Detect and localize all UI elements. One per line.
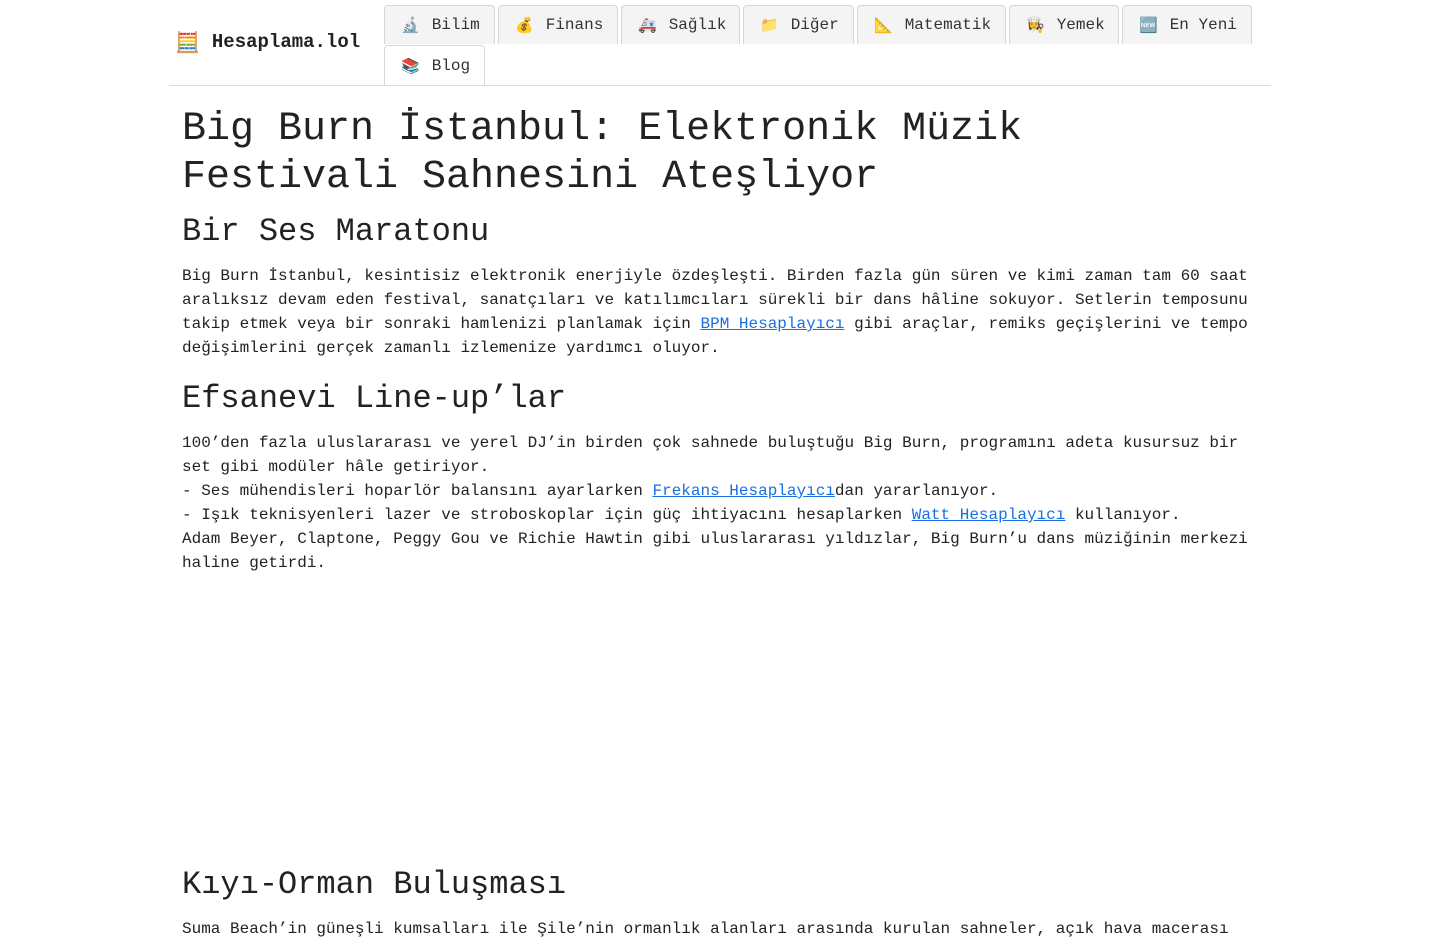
books-icon: 📚 [401,56,420,75]
ad-placeholder-space [182,594,1258,855]
tab-label: En Yeni [1169,16,1237,34]
new-badge-icon: 🆕 [1139,16,1158,34]
tab-label: Yemek [1056,16,1105,34]
frequency-calculator-link[interactable]: Frekans Hesaplayıcı [652,482,835,500]
tab-label: Matematik [904,16,992,34]
bpm-calculator-link[interactable]: BPM Hesaplayıcı [700,315,845,333]
section-paragraph-kiyi-orman: Suma Beach’in güneşli kumsalları ile Şile’nin ormanlık alanları arasında kurulan sahneler, açık hava macerası [182,920,1229,938]
section-heading-line-up: Efsanevi Line-up’lar [182,380,567,417]
tab-saglik[interactable] [621,5,740,44]
bullet-text: dan yararlanıyor. [834,482,999,500]
cook-icon: 👩‍🍳 [1026,16,1045,34]
top-navigation-bar [169,0,1271,86]
tab-label: Bilim [431,16,480,34]
paragraph-text: 100’den fazla uluslararası ve yerel DJ’in birden çok sahnede buluştuğu Big Burn, programını adeta kusursuz bir set gibi modüler hâle getiriyor. [182,434,1239,476]
tab-finans[interactable] [498,5,618,44]
tab-yemek[interactable] [1009,5,1119,44]
section-heading-ses-maratonu: Bir Ses Maratonu [182,213,490,250]
bullet-text: kullanıyor. [1065,506,1181,524]
tab-label: Sağlık [668,16,727,34]
bullet-text: - Işık teknisyenleri lazer ve stroboskoplar için güç ihtiyacını hesaplarken [182,506,912,524]
paragraph-text: gibi araçlar, remiks geçişlerini ve tempo değişimlerini gerçek zamanlı izlemenize yardımcı oluyor. [182,315,1248,357]
tab-label: Blog [431,56,471,75]
article-content [169,106,1271,941]
money-bag-icon: 💰 [515,16,534,34]
article-title: Big Burn İstanbul: Elektronik Müzik Festivali Sahnesini Ateşliyor [182,107,1023,200]
tab-label: Finans [545,16,604,34]
site-name: Hesaplama.lol [211,31,361,53]
tab-en-yeni[interactable] [1122,5,1252,44]
tab-matematik[interactable] [857,5,1006,44]
ambulance-icon: 🚑 [638,16,657,34]
bullet-text: - Ses mühendisleri hoparlör balansını ayarlarken [182,482,653,500]
paragraph-text: Adam Beyer, Claptone, Peggy Gou ve Richie Hawtin gibi uluslararası yıldızlar, Big Burn’u dans müziğinin merkezi haline getirdi. [182,530,1248,572]
tab-label: Diğer [790,16,839,34]
tab-bilim[interactable] [384,5,495,44]
triangle-ruler-icon: 📐 [874,16,893,34]
section-paragraph-ses-maratonu [182,264,1258,360]
tab-blog[interactable] [384,45,485,85]
watt-calculator-link[interactable]: Watt Hesaplayıcı [911,506,1066,524]
folder-icon: 📁 [760,16,779,34]
section-heading-kiyi-orman: Kıyı-Orman Buluşması [182,866,567,903]
tab-diger[interactable] [743,5,854,44]
abacus-icon: 🧮 [175,30,200,54]
page-container [169,0,1271,941]
site-logo-link[interactable] [175,30,360,54]
category-tabs [384,5,1264,86]
microscope-icon: 🔬 [401,16,420,34]
section-paragraph-line-up [182,431,1258,575]
paragraph-text: Big Burn İstanbul, kesintisiz elektronik enerjiyle özdeşleşti. Birden fazla gün süren ve kimi zaman tam 60 saat aralıksız devam eden festival, sanatçıları ve katılımcıları sürekli bir dans hâline sokuyor. Setlerin temposunu takip etmek veya bir sonraki hamlenizi planlamak için [182,267,1248,333]
